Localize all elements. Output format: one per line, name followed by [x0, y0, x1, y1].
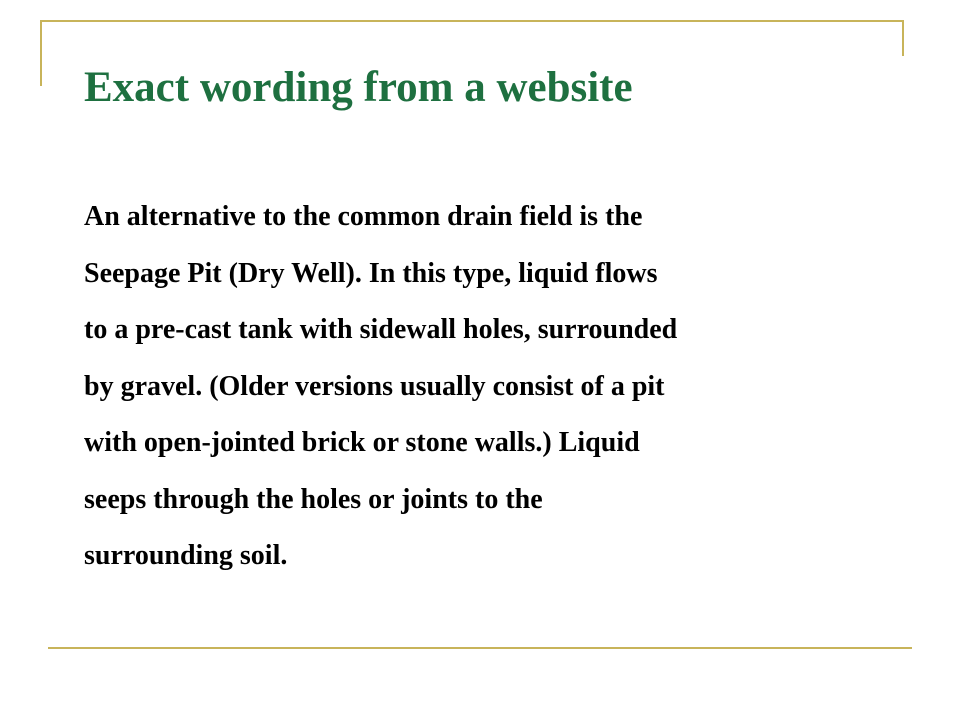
body-paragraph [84, 189, 864, 585]
right-rule [902, 20, 904, 56]
body-line: to a pre-cast tank with sidewall holes, surrounded [84, 314, 678, 345]
body-line: An alternative to the common drain field is the [84, 201, 643, 232]
body-line: seeps through the holes or joints to the [84, 483, 543, 515]
left-rule [40, 20, 42, 86]
body-line: surrounding soil. [84, 540, 288, 571]
slide-title: Exact wording from a website [84, 64, 633, 111]
top-rule [40, 20, 904, 22]
body-line: with open-jointed brick or stone walls.) Liquid [84, 427, 640, 458]
body-line: Seepage Pit (Dry Well). In this type, liquid flows [84, 257, 658, 289]
body-line: by gravel. (Older versions usually consist of a pit [84, 370, 665, 402]
bottom-rule [48, 647, 912, 649]
